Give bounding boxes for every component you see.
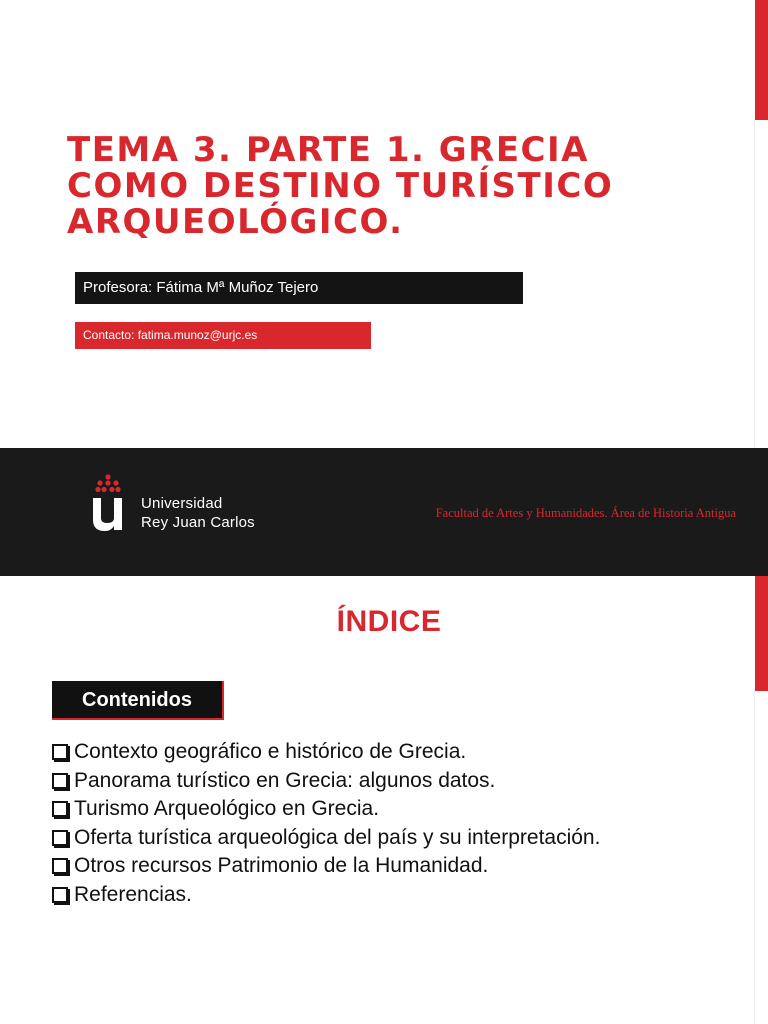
checkbox-icon bbox=[52, 858, 68, 874]
checkbox-icon bbox=[52, 801, 68, 817]
slide-edge bbox=[754, 120, 768, 448]
list-item bbox=[52, 824, 600, 853]
contents-label: Contenidos bbox=[52, 681, 224, 720]
list-item-text: Contexto geográfico e histórico de Grecia. bbox=[74, 740, 467, 763]
checkbox-icon bbox=[52, 744, 68, 760]
list-item-text: Referencias. bbox=[74, 882, 192, 906]
list-item bbox=[52, 881, 600, 910]
list-item-text: Turismo Arqueológico en Grecia. bbox=[74, 797, 380, 820]
university-line-1: Universidad bbox=[141, 495, 223, 512]
contents-list bbox=[52, 738, 600, 909]
index-heading: ÍNDICE bbox=[336, 605, 442, 638]
list-item bbox=[52, 738, 600, 767]
university-line-2: Rey Juan Carlos bbox=[141, 514, 255, 531]
title-line-3: ARQUEOLÓGICO. bbox=[67, 202, 404, 242]
title-line-2: COMO DESTINO TURÍSTICO bbox=[67, 166, 614, 206]
list-item-text: Oferta turística arqueológica del país y su interpretación. bbox=[74, 825, 601, 849]
professor-label: Profesora: Fátima Mª Muñoz Tejero bbox=[75, 272, 523, 304]
slide-title bbox=[67, 132, 707, 240]
checkbox-icon bbox=[52, 830, 68, 846]
checkbox-icon bbox=[52, 773, 68, 789]
list-item bbox=[52, 767, 600, 796]
list-item bbox=[52, 852, 600, 881]
university-name bbox=[141, 494, 255, 532]
checkbox-icon bbox=[52, 887, 68, 903]
urjc-logo-icon bbox=[92, 474, 132, 532]
list-item-text: Panorama turístico en Grecia: algunos datos. bbox=[74, 768, 496, 792]
contact-label: Contacto: fatima.munoz@urjc.es bbox=[75, 322, 371, 349]
list-item bbox=[52, 795, 600, 824]
accent-bar bbox=[755, 0, 768, 120]
faculty-label: Facultad de Artes y Humanidades. Área de Historia Antigua bbox=[435, 506, 736, 520]
slide-edge-2 bbox=[754, 691, 768, 1024]
title-line-1: TEMA 3. PARTE 1. GRECIA bbox=[67, 130, 589, 170]
list-item-text: Otros recursos Patrimonio de la Humanidad. bbox=[74, 854, 489, 877]
